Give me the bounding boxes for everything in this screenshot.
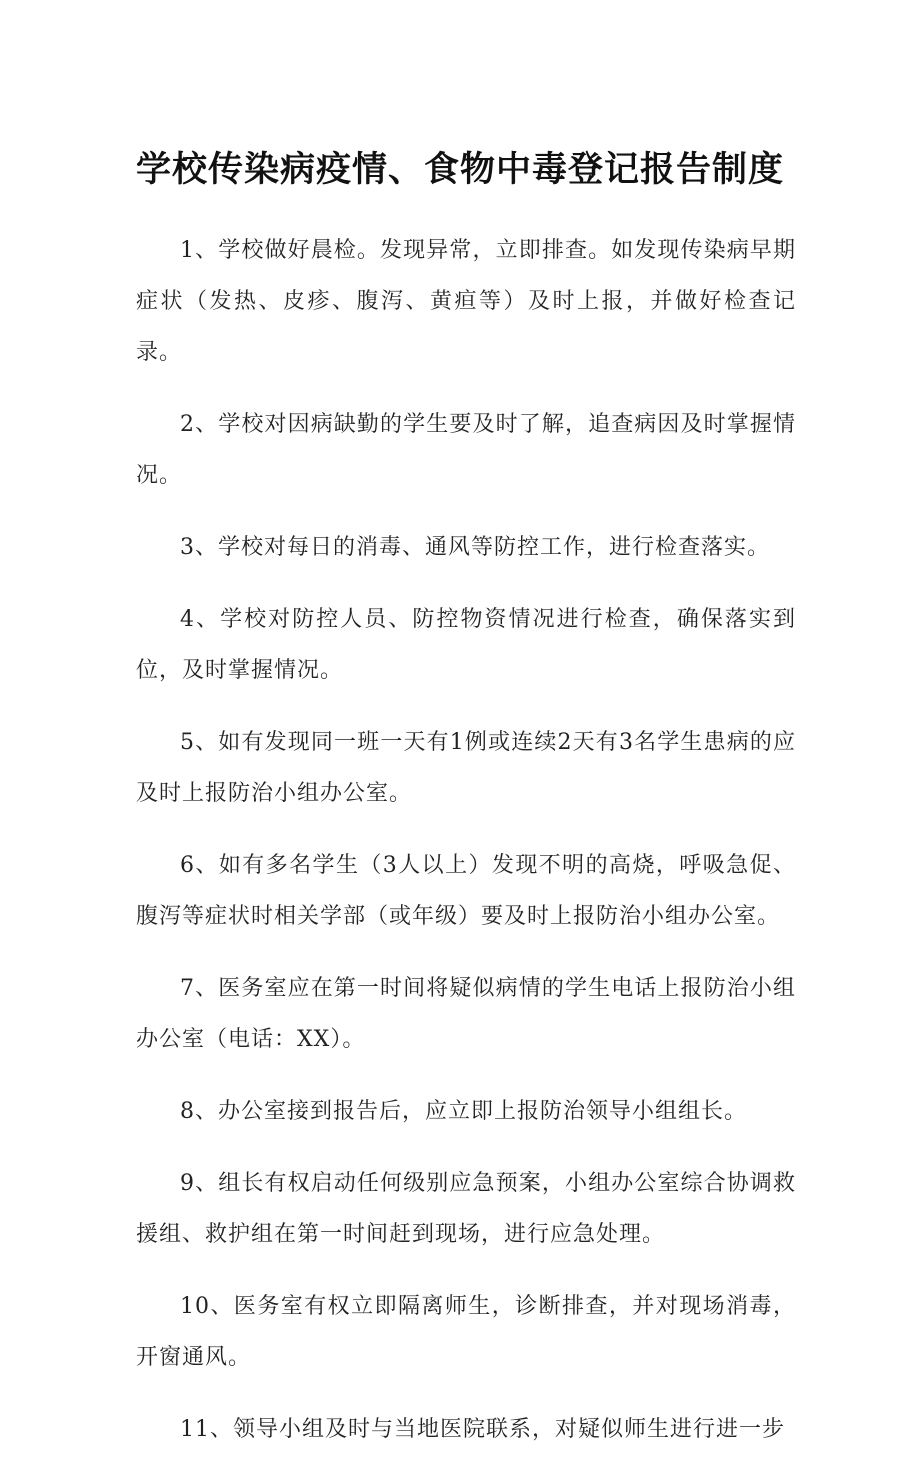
paragraph-2: 2、学校对因病缺勤的学生要及时了解，追查病因及时掌握情况。 <box>136 412 796 488</box>
document-title: 学校传染病疫情、食物中毒登记报告制度 <box>135 150 784 190</box>
paragraph-5: 5、如有发现同一班一天有1例或连续2天有3名学生患病的应及时上报防治小组办公室。 <box>136 730 796 806</box>
paragraph-11: 11、领导小组及时与当地医院联系，对疑似师生进行进一步 <box>180 1417 785 1442</box>
document-body <box>136 225 796 1476</box>
paragraph-7: 7、医务室应在第一时间将疑似病情的学生电话上报防治小组办公室（电话：XX）。 <box>136 976 796 1052</box>
paragraph-8: 8、办公室接到报告后，应立即上报防治领导小组组长。 <box>180 1099 747 1124</box>
paragraph-9: 9、组长有权启动任何级别应急预案，小组办公室综合协调救援组、救护组在第一时间赶到现场，进行应急处理。 <box>136 1171 796 1247</box>
paragraph-1: 1、学校做好晨检。发现异常，立即排查。如发现传染病早期症状（发热、皮疹、腹泻、黄疸等）及时上报，并做好检查记录。 <box>136 238 796 365</box>
paragraph-3: 3、学校对每日的消毒、通风等防控工作，进行检查落实。 <box>180 535 770 560</box>
paragraph-6: 6、如有多名学生（3人以上）发现不明的高烧，呼吸急促、腹泻等症状时相关学部（或年级）要及时上报防治小组办公室。 <box>136 853 796 929</box>
paragraph-10: 10、医务室有权立即隔离师生，诊断排查，并对现场消毒，开窗通风。 <box>136 1294 796 1370</box>
paragraph-4: 4、学校对防控人员、防控物资情况进行检查，确保落实到位，及时掌握情况。 <box>136 607 796 683</box>
